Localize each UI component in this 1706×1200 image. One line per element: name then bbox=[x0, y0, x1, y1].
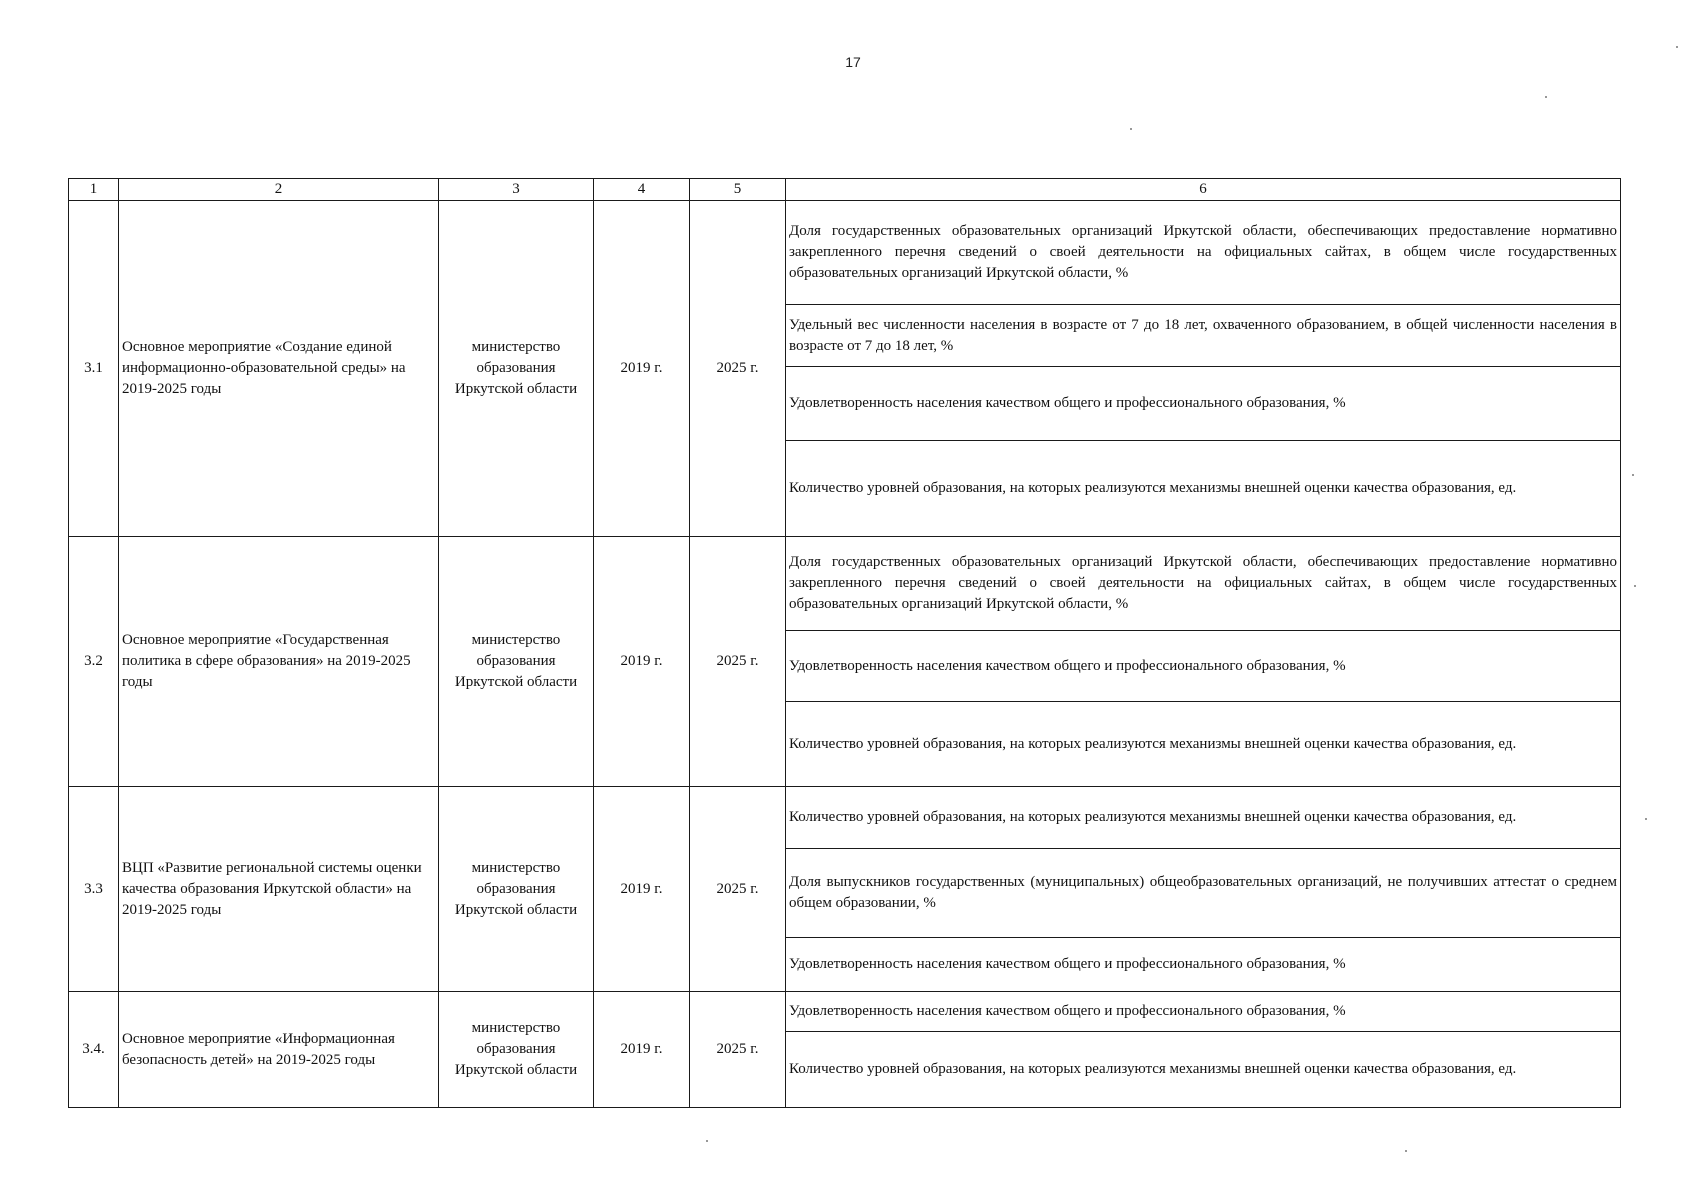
indicator-cell bbox=[786, 1032, 1621, 1108]
indicator-text: Количество уровней образования, на которых реализуются механизмы внешней оценки качества образования, ед. bbox=[789, 480, 1517, 496]
program-activities-table bbox=[68, 178, 1621, 1108]
page-number: 17 bbox=[845, 54, 861, 70]
table-row bbox=[69, 992, 1621, 1032]
column-number-header: 3 bbox=[439, 179, 594, 201]
indicator-cell bbox=[786, 992, 1621, 1032]
responsible-executor-text: министерство образования Иркутской области bbox=[454, 339, 578, 397]
responsible-executor-text: министерство образования Иркутской области bbox=[454, 632, 578, 690]
responsible-executor bbox=[439, 787, 594, 992]
indicator-text: Удовлетворенность населения качеством общего и профессионального образования, % bbox=[789, 657, 1346, 674]
indicator-cell bbox=[786, 201, 1621, 305]
indicator-text: Доля государственных образовательных организаций Иркутской области, обеспечивающих предоставление нормативно закрепленного перечня сведений о своей деятельности на официальных сайтах, в общем числе государственных образовательных организаций Иркутской области, % bbox=[789, 223, 1617, 281]
scan-speck bbox=[1632, 474, 1634, 476]
activity-title bbox=[119, 787, 439, 992]
indicator-cell bbox=[786, 849, 1621, 938]
column-number-header: 2 bbox=[119, 179, 439, 201]
column-numbers-row bbox=[69, 179, 1621, 201]
indicator-cell bbox=[786, 702, 1621, 787]
scan-speck bbox=[1545, 96, 1547, 98]
table-row bbox=[69, 201, 1621, 305]
end-year: 2025 г. bbox=[690, 537, 786, 787]
indicator-cell bbox=[786, 441, 1621, 537]
table-row bbox=[69, 537, 1621, 631]
indicator-text: Количество уровней образования, на которых реализуются механизмы внешней оценки качества образования, ед. bbox=[789, 735, 1517, 752]
activity-number: 3.2 bbox=[69, 537, 119, 787]
responsible-executor bbox=[439, 537, 594, 787]
indicator-text: Доля выпускников государственных (муниципальных) общеобразовательных организаций, не получивших аттестат о среднем общем образовании, % bbox=[789, 874, 1617, 911]
indicator-text: Количество уровней образования, на которых реализуются механизмы внешней оценки качества образования, ед. bbox=[789, 1061, 1517, 1077]
table-row bbox=[69, 787, 1621, 849]
indicator-text: Количество уровней образования, на которых реализуются механизмы внешней оценки качества образования, ед. bbox=[789, 809, 1517, 825]
end-year: 2025 г. bbox=[690, 201, 786, 537]
activity-number: 3.1 bbox=[69, 201, 119, 537]
indicator-cell bbox=[786, 938, 1621, 992]
scan-speck bbox=[706, 1140, 708, 1142]
responsible-executor bbox=[439, 992, 594, 1108]
column-number-header: 5 bbox=[690, 179, 786, 201]
activity-number: 3.4. bbox=[69, 992, 119, 1108]
indicator-cell bbox=[786, 367, 1621, 441]
scan-speck bbox=[1645, 818, 1647, 820]
scan-speck bbox=[1634, 585, 1636, 587]
activity-title-text: Основное мероприятие «Государственная политика в сфере образования» на 2019-2025 годы bbox=[122, 632, 411, 690]
column-number-header: 1 bbox=[69, 179, 119, 201]
indicator-cell bbox=[786, 537, 1621, 631]
indicator-text: Удовлетворенность населения качеством общего и профессионального образования, % bbox=[789, 395, 1346, 411]
activity-title-text: Основное мероприятие «Информационная безопасность детей» на 2019-2025 годы bbox=[122, 1030, 395, 1068]
scan-speck bbox=[1405, 1150, 1407, 1152]
indicator-text: Удельный вес численности населения в возрасте от 7 до 18 лет, охваченного образованием, в общей численности населения в возрасте от 7 до 18 лет, % bbox=[789, 316, 1617, 354]
activity-title bbox=[119, 201, 439, 537]
scan-speck bbox=[1676, 46, 1678, 48]
column-number-header: 6 bbox=[786, 179, 1621, 201]
indicator-cell bbox=[786, 305, 1621, 367]
start-year: 2019 г. bbox=[594, 992, 690, 1108]
indicator-text: Удовлетворенность населения качеством общего и профессионального образования, % bbox=[789, 956, 1346, 972]
indicator-text: Удовлетворенность населения качеством общего и профессионального образования, % bbox=[789, 1003, 1346, 1019]
activity-title-text: Основное мероприятие «Создание единой информационно-образовательной среды» на 2019-2025 годы bbox=[122, 339, 406, 397]
indicator-cell bbox=[786, 787, 1621, 849]
responsible-executor-text: министерство образования Иркутской области bbox=[454, 859, 578, 918]
start-year: 2019 г. bbox=[594, 201, 690, 537]
end-year: 2025 г. bbox=[690, 787, 786, 992]
activity-title bbox=[119, 537, 439, 787]
scan-speck bbox=[1130, 128, 1132, 130]
end-year: 2025 г. bbox=[690, 992, 786, 1108]
activity-title bbox=[119, 992, 439, 1108]
responsible-executor-text: министерство образования Иркутской области bbox=[454, 1020, 578, 1078]
responsible-executor bbox=[439, 201, 594, 537]
activity-title-text: ВЦП «Развитие региональной системы оценки качества образования Иркутской области» на 2019-2025 годы bbox=[122, 859, 422, 918]
activity-number: 3.3 bbox=[69, 787, 119, 992]
indicator-cell bbox=[786, 631, 1621, 702]
start-year: 2019 г. bbox=[594, 787, 690, 992]
indicator-text: Доля государственных образовательных организаций Иркутской области, обеспечивающих предоставление нормативно закрепленного перечня сведений о своей деятельности на официальных сайтах, в общем числе государственных образовательных организаций Иркутской области, % bbox=[789, 554, 1617, 612]
start-year: 2019 г. bbox=[594, 537, 690, 787]
column-number-header: 4 bbox=[594, 179, 690, 201]
